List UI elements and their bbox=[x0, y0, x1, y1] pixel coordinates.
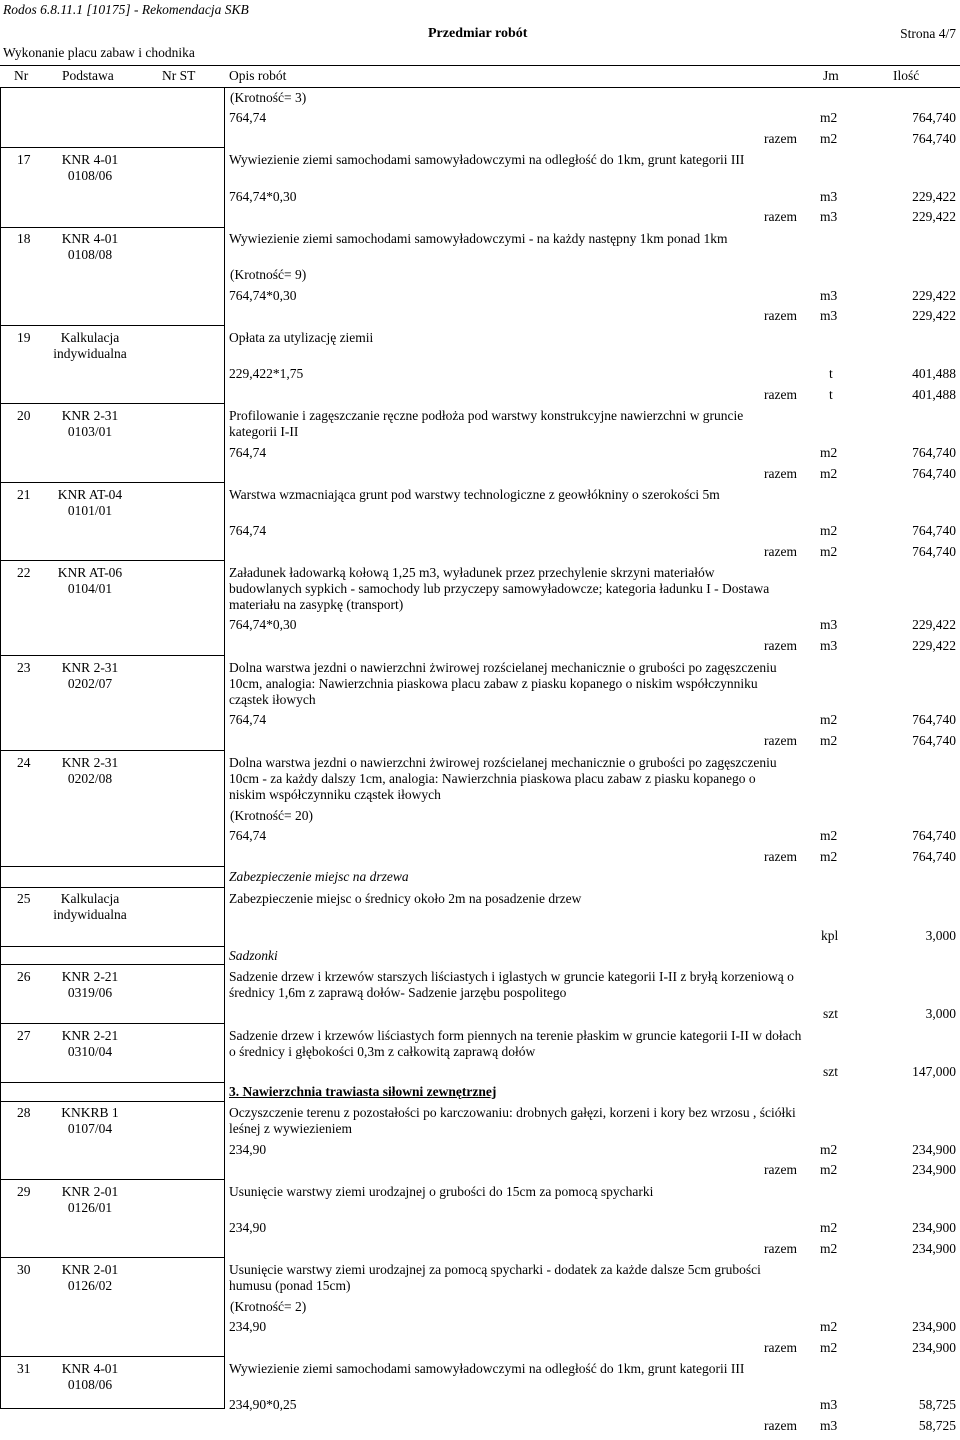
row-separator bbox=[0, 887, 225, 888]
item-qty: 3,000 bbox=[925, 928, 956, 943]
calc-qty: 764,740 bbox=[912, 110, 956, 125]
col-jm: Jm bbox=[823, 68, 839, 83]
krotnosc: (Krotność= 2) bbox=[230, 1299, 307, 1314]
item-nr: 29 bbox=[17, 1184, 31, 1199]
razem-label: razem bbox=[764, 387, 797, 402]
item-description: Załadunek ładowarką kołową 1,25 m3, wyładunek przez przechylenie skrzyni materiałów budowlanych sypkich - samochody lub przyczepy samowyładowcze; kategoria ładunku I - Dostawa materiału na zasypkę (transport) bbox=[229, 565, 770, 612]
section-heading: 3. Nawierzchnia trawiasta siłowni zewnętrznej bbox=[229, 1084, 497, 1099]
item-nr: 21 bbox=[17, 487, 31, 502]
item-basis: KNR 4-01 bbox=[61, 1361, 119, 1376]
calc-formula: 234,90*0,25 bbox=[229, 1397, 297, 1412]
calc-jm: m3 bbox=[820, 1397, 838, 1412]
item-nr: 17 bbox=[17, 152, 31, 167]
row-separator bbox=[0, 964, 225, 965]
item-description: Dolna warstwa jezdni o nawierzchni żwirowej rozścielanej mechanicznie o grubości po zagęszczeniu 10cm - za każdy dalszy 1cm, analogia: Nawierzchnia piaskowa placu zabaw z piasku kopanego o niskim współczynniku cząstek iłowych bbox=[229, 755, 777, 802]
row-separator bbox=[0, 560, 225, 561]
row-separator bbox=[0, 482, 225, 483]
razem-jm: m2 bbox=[820, 1241, 838, 1256]
item-qty: 147,000 bbox=[912, 1064, 956, 1079]
calc-qty: 764,740 bbox=[912, 523, 956, 538]
item-basis-code: indywidualna bbox=[53, 907, 127, 922]
item-basis-code: 0103/01 bbox=[67, 424, 113, 439]
item-basis-code: 0107/04 bbox=[67, 1121, 113, 1136]
table-desc-border bbox=[224, 87, 225, 1409]
project-name: Wykonanie placu zabaw i chodnika bbox=[3, 45, 195, 60]
item-description: Warstwa wzmacniająca grunt pod warstwy technologiczne z geowłókniny o szerokości 5m bbox=[229, 487, 720, 502]
calc-formula: 234,90 bbox=[229, 1319, 267, 1334]
razem-qty: 234,900 bbox=[912, 1241, 956, 1256]
item-basis: KNR 4-01 bbox=[61, 231, 119, 246]
calc-jm: m3 bbox=[820, 617, 838, 632]
razem-qty: 234,900 bbox=[912, 1340, 956, 1355]
item-description: Sadzenie drzew i krzewów liściastych form piennych na terenie płaskim w gruncie kategorii I-II w dołach o średnicy i głębokości 0,3m z całkowitą zaprawą dołów bbox=[229, 1028, 802, 1059]
item-basis-code: 0108/06 bbox=[67, 1377, 113, 1392]
row-separator bbox=[0, 1179, 225, 1180]
razem-jm: m2 bbox=[820, 733, 838, 748]
razem-qty: 764,740 bbox=[912, 544, 956, 559]
calc-jm: m2 bbox=[820, 1319, 838, 1334]
row-separator bbox=[0, 227, 225, 228]
item-basis: Kalkulacja bbox=[60, 330, 120, 345]
item-description: Profilowanie i zagęszczanie ręczne podłoża pod warstwy konstrukcyjne nawierzchni w gruncie kategorii I-II bbox=[229, 408, 744, 439]
razem-label: razem bbox=[764, 1162, 797, 1177]
item-basis: KNR 2-01 bbox=[61, 1184, 119, 1199]
razem-qty: 229,422 bbox=[912, 209, 956, 224]
item-description: Usunięcie warstwy ziemi urodzajnej za pomocą spycharki - dodatek za każde dalsze 5cm grubości humusu (ponad 15cm) bbox=[229, 1262, 761, 1293]
row-separator bbox=[0, 655, 225, 656]
item-basis: KNR AT-04 bbox=[57, 487, 123, 502]
col-podstawa: Podstawa bbox=[62, 68, 114, 83]
item-basis: KNR 2-31 bbox=[61, 660, 119, 675]
razem-qty: 401,488 bbox=[912, 387, 956, 402]
razem-jm: m2 bbox=[820, 466, 838, 481]
razem-jm: m3 bbox=[820, 1418, 838, 1433]
krotnosc: (Krotność= 3) bbox=[230, 90, 307, 105]
item-basis-code: 0126/02 bbox=[67, 1278, 113, 1293]
razem-label: razem bbox=[764, 466, 797, 481]
calc-qty: 234,900 bbox=[912, 1220, 956, 1235]
calc-jm: m2 bbox=[820, 712, 838, 727]
col-opis: Opis robót bbox=[229, 68, 287, 83]
item-nr: 30 bbox=[17, 1262, 31, 1277]
item-description: Oczyszczenie terenu z pozostałości po karczowaniu: drobnych gałęzi, korzeni i kory bez wrzosu , ściółki leśnej z wywiezieniem bbox=[229, 1105, 796, 1136]
calc-jm: m2 bbox=[820, 445, 838, 460]
item-basis-code: indywidualna bbox=[53, 346, 127, 361]
razem-label: razem bbox=[764, 638, 797, 653]
item-jm: szt bbox=[823, 1064, 838, 1079]
calc-formula: 764,74 bbox=[229, 445, 267, 460]
razem-jm: m2 bbox=[820, 544, 838, 559]
krotnosc: (Krotność= 9) bbox=[230, 267, 307, 282]
item-description: Wywiezienie ziemi samochodami samowyładowczymi na odległość do 1km, grunt kategorii III bbox=[229, 1361, 745, 1376]
item-nr: 27 bbox=[17, 1028, 31, 1043]
item-basis-code: 0202/08 bbox=[67, 771, 113, 786]
calc-formula: 764,74*0,30 bbox=[229, 189, 297, 204]
calc-qty: 234,900 bbox=[912, 1142, 956, 1157]
item-nr: 22 bbox=[17, 565, 31, 580]
item-basis-code: 0310/04 bbox=[67, 1044, 113, 1059]
razem-qty: 764,740 bbox=[912, 849, 956, 864]
item-description: Zabezpieczenie miejsc o średnicy około 2m na posadzenie drzew bbox=[229, 891, 582, 906]
calc-qty: 764,740 bbox=[912, 712, 956, 727]
row-separator bbox=[0, 1082, 225, 1083]
row-separator bbox=[0, 147, 225, 148]
row-separator bbox=[0, 325, 225, 326]
item-basis: KNR AT-06 bbox=[57, 565, 123, 580]
row-separator bbox=[0, 1257, 225, 1258]
razem-label: razem bbox=[764, 1418, 797, 1433]
calc-jm: m2 bbox=[820, 110, 838, 125]
razem-jm: m3 bbox=[820, 308, 838, 323]
item-basis: KNR 2-21 bbox=[61, 1028, 119, 1043]
calc-qty: 229,422 bbox=[912, 189, 956, 204]
item-jm: kpl bbox=[821, 928, 839, 943]
calc-jm: m2 bbox=[820, 828, 838, 843]
item-basis-code: 0108/08 bbox=[67, 247, 113, 262]
item-basis: KNR 4-01 bbox=[61, 152, 119, 167]
item-description: Usunięcie warstwy ziemi urodzajnej o grubości do 15cm za pomocą spycharki bbox=[229, 1184, 654, 1199]
item-basis-code: 0101/01 bbox=[67, 503, 113, 518]
calc-jm: m3 bbox=[820, 288, 838, 303]
section-heading: Sadzonki bbox=[229, 948, 278, 963]
razem-jm: m2 bbox=[820, 849, 838, 864]
razem-jm: m2 bbox=[820, 131, 838, 146]
item-basis-code: 0202/07 bbox=[67, 676, 113, 691]
item-description: Sadzenie drzew i krzewów starszych liściastych i iglastych w gruncie kategorii I-II z bryłą korzeniową o średnicy 1,6m z zaprawą dołów- Sadzenie jarzębu pospolitego bbox=[229, 969, 794, 1000]
calc-jm: t bbox=[829, 366, 833, 381]
table-bottom-rule bbox=[0, 1408, 225, 1409]
item-nr: 28 bbox=[17, 1105, 31, 1120]
item-basis-code: 0104/01 bbox=[67, 581, 113, 596]
header-top-rule bbox=[0, 65, 960, 66]
program-name: Rodos 6.8.11.1 [10175] - Rekomendacja SKB bbox=[3, 2, 249, 17]
razem-label: razem bbox=[764, 131, 797, 146]
item-nr: 26 bbox=[17, 969, 31, 984]
item-basis: Kalkulacja bbox=[60, 891, 120, 906]
razem-jm: t bbox=[829, 387, 833, 402]
item-description: Opłata za utylizację ziemii bbox=[229, 330, 374, 345]
razem-label: razem bbox=[764, 308, 797, 323]
item-jm: szt bbox=[823, 1006, 838, 1021]
calc-formula: 764,74 bbox=[229, 523, 267, 538]
calc-qty: 234,900 bbox=[912, 1319, 956, 1334]
calc-formula: 234,90 bbox=[229, 1220, 267, 1235]
section-heading: Zabezpieczenie miejsc na drzewa bbox=[229, 869, 409, 884]
item-basis-code: 0108/06 bbox=[67, 168, 113, 183]
razem-label: razem bbox=[764, 1340, 797, 1355]
calc-formula: 764,74 bbox=[229, 828, 267, 843]
razem-qty: 229,422 bbox=[912, 638, 956, 653]
item-qty: 3,000 bbox=[925, 1006, 956, 1021]
calc-jm: m2 bbox=[820, 1142, 838, 1157]
item-basis-code: 0319/06 bbox=[67, 985, 113, 1000]
krotnosc: (Krotność= 20) bbox=[230, 808, 313, 823]
item-nr: 18 bbox=[17, 231, 31, 246]
item-basis: KNR 2-01 bbox=[61, 1262, 119, 1277]
razem-jm: m3 bbox=[820, 638, 838, 653]
page-number: Strona 4/7 bbox=[900, 26, 956, 41]
col-nr: Nr bbox=[14, 68, 29, 83]
item-basis: KNR 2-31 bbox=[61, 408, 119, 423]
row-separator bbox=[0, 403, 225, 404]
item-description: Dolna warstwa jezdni o nawierzchni żwirowej rozścielanej mechanicznie o grubości po zagęszczeniu 10cm, analogia: Nawierzchnia piaskowa placu zabaw z piasku kopanego o niskim współczynniku cząstek iłowych bbox=[229, 660, 777, 707]
razem-qty: 234,900 bbox=[912, 1162, 956, 1177]
calc-formula: 764,74 bbox=[229, 110, 267, 125]
calc-formula: 764,74*0,30 bbox=[229, 288, 297, 303]
razem-label: razem bbox=[764, 544, 797, 559]
row-separator bbox=[0, 1101, 225, 1102]
razem-label: razem bbox=[764, 209, 797, 224]
razem-label: razem bbox=[764, 733, 797, 748]
header-bottom-rule bbox=[0, 87, 960, 88]
item-basis: KNKRB 1 bbox=[61, 1105, 119, 1120]
col-ilosc: Ilość bbox=[893, 68, 920, 83]
razem-label: razem bbox=[764, 849, 797, 864]
razem-qty: 764,740 bbox=[912, 466, 956, 481]
item-description: Wywiezienie ziemi samochodami samowyładowczymi na odległość do 1km, grunt kategorii III bbox=[229, 152, 745, 167]
item-nr: 23 bbox=[17, 660, 31, 675]
calc-formula: 234,90 bbox=[229, 1142, 267, 1157]
calc-qty: 58,725 bbox=[918, 1397, 956, 1412]
document-title: Przedmiar robót bbox=[428, 26, 528, 41]
razem-qty: 58,725 bbox=[918, 1418, 956, 1433]
razem-jm: m2 bbox=[820, 1340, 838, 1355]
item-nr: 20 bbox=[17, 408, 31, 423]
row-separator bbox=[0, 1023, 225, 1024]
calc-qty: 229,422 bbox=[912, 288, 956, 303]
item-nr: 24 bbox=[17, 755, 31, 770]
item-nr: 31 bbox=[17, 1361, 31, 1376]
row-separator bbox=[0, 866, 225, 867]
item-nr: 25 bbox=[17, 891, 31, 906]
razem-qty: 229,422 bbox=[912, 308, 956, 323]
calc-jm: m2 bbox=[820, 1220, 838, 1235]
razem-label: razem bbox=[764, 1241, 797, 1256]
razem-qty: 764,740 bbox=[912, 733, 956, 748]
row-separator bbox=[0, 750, 225, 751]
item-nr: 19 bbox=[17, 330, 31, 345]
item-basis: KNR 2-21 bbox=[61, 969, 119, 984]
razem-jm: m2 bbox=[820, 1162, 838, 1177]
calc-qty: 764,740 bbox=[912, 828, 956, 843]
item-basis: KNR 2-31 bbox=[61, 755, 119, 770]
item-basis-code: 0126/01 bbox=[67, 1200, 113, 1215]
calc-formula: 764,74*0,30 bbox=[229, 617, 297, 632]
calc-formula: 764,74 bbox=[229, 712, 267, 727]
razem-qty: 764,740 bbox=[912, 131, 956, 146]
row-separator bbox=[0, 1356, 225, 1357]
razem-jm: m3 bbox=[820, 209, 838, 224]
calc-qty: 401,488 bbox=[912, 366, 956, 381]
table-left-border bbox=[0, 87, 1, 1409]
calc-jm: m2 bbox=[820, 523, 838, 538]
calc-qty: 764,740 bbox=[912, 445, 956, 460]
item-description: Wywiezienie ziemi samochodami samowyładowczymi - na każdy następny 1km ponad 1km bbox=[229, 231, 728, 246]
row-separator bbox=[0, 946, 225, 947]
calc-formula: 229,422*1,75 bbox=[229, 366, 304, 381]
calc-qty: 229,422 bbox=[912, 617, 956, 632]
col-nr-st: Nr ST bbox=[162, 68, 196, 83]
calc-jm: m3 bbox=[820, 189, 838, 204]
